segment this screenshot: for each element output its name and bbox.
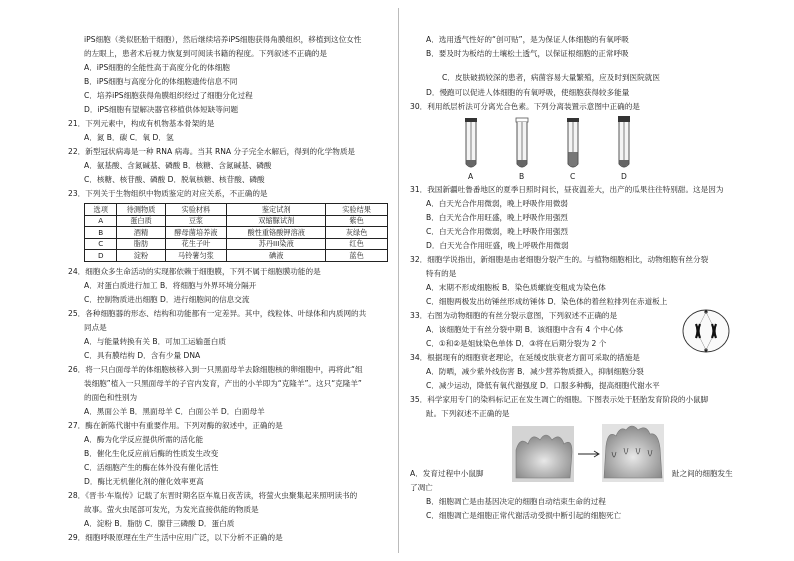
q35-option-a-part1: A．发育过程中小鼠脚 bbox=[410, 469, 484, 478]
tube-a bbox=[465, 118, 477, 167]
q33-options-ab: A．该细胞处于有丝分裂中期 B．该细胞中含有 4 个中心体 bbox=[426, 325, 624, 334]
table-cell: 酸性重铬酸钾溶液 bbox=[227, 227, 326, 239]
q25-stem-line1: 25．各种细胞器的形态、结构和功能都有一定差异。其中，线粒体、叶绿体和内质网的共 bbox=[68, 309, 367, 318]
table-cell: B bbox=[85, 227, 117, 239]
table-cell: 花生子叶 bbox=[165, 238, 227, 250]
q26-stem-line2: 装细胞”植入一只黑面母羊的子宫内发育，产出的小羊即为“克隆羊”。这只“克隆羊” bbox=[84, 379, 362, 388]
table-cell: 红色 bbox=[326, 238, 388, 250]
table-row bbox=[85, 215, 388, 227]
q29-option-a: A．选用透气性好的“创可贴”，是为保证人体细胞的有氧呼吸 bbox=[426, 35, 629, 44]
q33-options-cd: C．①和②是姐妹染色单体 D．③将在后期分裂为 2 个 bbox=[426, 339, 607, 348]
q31-option-a: A．白天光合作用微弱，晚上呼吸作用微弱 bbox=[426, 199, 568, 208]
q21-stem: 21．下列元素中，构成有机物基本骨架的是 bbox=[68, 119, 215, 128]
chromatography-tubes-figure bbox=[455, 116, 655, 174]
table-cell: 豆浆 bbox=[165, 215, 227, 227]
q25-options-cd: C．具有膜结构 D．含有少量 DNA bbox=[84, 351, 201, 360]
q22-options-ab: A．氨基酸、含氮碱基、磷酸 B．核糖、含氮碱基、磷酸 bbox=[84, 161, 272, 170]
q27-option-a: A．酶为化学反应提供所需的活化能 bbox=[84, 435, 204, 444]
q27-option-d: D．酶比无机催化剂的催化效率更高 bbox=[84, 477, 204, 486]
mitosis-cell-diagram bbox=[680, 306, 732, 356]
table-cell: C bbox=[85, 238, 117, 250]
q32-stem-line1: 32．细胞学说指出，新细胞是由老细胞分裂产生的。与植物细胞相比，动物细胞有丝分裂 bbox=[410, 255, 709, 264]
q28-options: A．淀粉 B．脂肪 C．腺苷三磷酸 D．蛋白质 bbox=[84, 519, 235, 528]
tube-label-b: B bbox=[519, 172, 525, 181]
table-cell: A bbox=[85, 215, 117, 227]
table-cell: 紫色 bbox=[326, 215, 388, 227]
table-header-row bbox=[85, 204, 388, 216]
q20-option-c: C．培养iPS细胞获得角膜组织经过了细胞分化过程 bbox=[84, 91, 253, 100]
q32-options-cd: C．细胞两极发出纺锤丝形成纺锤体 D．染色体的着丝粒排列在赤道板上 bbox=[426, 297, 668, 306]
q23-table bbox=[84, 203, 388, 262]
q33-stem: 33．右图为动物细胞的有丝分裂示意图，下列叙述不正确的是 bbox=[410, 311, 618, 320]
q35-option-a-part2: 趾之间的细胞发生 bbox=[672, 469, 733, 478]
q22-options-cd: C．核糖、核苷酸、磷酸 D．脱氧核糖、核苷酸、磷酸 bbox=[84, 175, 265, 184]
q32-options-ab: A．末期不形成细胞板 B．染色质螺旋变粗成为染色体 bbox=[426, 283, 606, 292]
q35-option-b: B．细胞凋亡是由基因决定的细胞自动结束生命的过程 bbox=[426, 497, 606, 506]
q31-option-b: B．白天光合作用旺盛，晚上呼吸作用强烈 bbox=[426, 213, 568, 222]
q34-options-cd: C．减少运动，降低有氧代谢强度 D．口服多种酶，提高细胞代谢水平 bbox=[426, 381, 660, 390]
q31-option-c: C．白天光合作用微弱，晚上呼吸作用强烈 bbox=[426, 227, 568, 236]
q20-option-b: B．iPS细胞与高度分化的体细胞遗传信息不同 bbox=[84, 77, 238, 86]
column-divider bbox=[398, 8, 399, 553]
mouse-paw-development-figure bbox=[508, 420, 668, 486]
q24-stem: 24．细胞众多生命活动的实现都依赖于细胞膜，下列不属于细胞膜功能的是 bbox=[68, 267, 321, 276]
table-cell: 苏丹III染液 bbox=[227, 238, 326, 250]
table-header-cell: 实验材料 bbox=[165, 204, 227, 216]
q25-options-ab: A．与能量转换有关 B．可加工运输蛋白质 bbox=[84, 337, 226, 346]
q25-stem-line2: 同点是 bbox=[84, 323, 107, 332]
q24-options-ab: A．对蛋白质进行加工 B．将细胞与外界环境分隔开 bbox=[84, 281, 257, 290]
q29-option-b: B．要及时为板结的土壤松土透气，以保证根细胞的正常呼吸 bbox=[426, 49, 629, 58]
table-cell: 蓝色 bbox=[326, 250, 388, 262]
q31-option-d: D．白天光合作用旺盛，晚上呼吸作用微弱 bbox=[426, 241, 569, 250]
q34-options-ab: A．防晒，减少紫外线伤害 B．减少营养物质摄入，抑制细胞分裂 bbox=[426, 367, 644, 376]
table-row bbox=[85, 227, 388, 239]
table-cell: 酒精 bbox=[117, 227, 165, 239]
tube-label-c: C bbox=[570, 172, 576, 181]
q22-stem: 22．新型冠状病毒是一种 RNA 病毒。当其 RNA 分子完全水解后，得到的化学物质是 bbox=[68, 147, 356, 156]
tube-label-a: A bbox=[468, 172, 474, 181]
tube-b bbox=[516, 118, 528, 167]
q21-options: A．氮 B．碳 C．氧 D．氢 bbox=[84, 133, 174, 142]
table-row bbox=[85, 250, 388, 262]
q35-stem-line1: 35．科学家用专门的染料标记正在发生凋亡的细胞。下图表示处于胚胎发育阶段的小鼠脚 bbox=[410, 395, 709, 404]
tube-c bbox=[567, 118, 579, 167]
tube-d bbox=[618, 116, 630, 167]
q35-option-a-part3: 了凋亡 bbox=[410, 483, 433, 492]
q34-stem: 34．根据现有的细胞衰老理论，在延缓皮肤衰老方面可采取的措施是 bbox=[410, 353, 640, 362]
q26-stem-line1: 26．将一只白面母羊的体细胞核移入到一只黑面母羊去除细胞核的卵细胞中，再将此“组 bbox=[68, 365, 363, 374]
table-cell: 蛋白质 bbox=[117, 215, 165, 227]
q28-stem-line1: 28．《晋书·车胤传》记载了东晋时期名臣车胤日夜苦读，将萤火虫聚集起来照明读书的 bbox=[68, 491, 358, 500]
table-cell: 酵母菌培养液 bbox=[165, 227, 227, 239]
q20-stem-line1: iPS细胞（类似胚胎干细胞），然后继续培养iPS细胞获得角膜组织，移植到这位女性 bbox=[84, 35, 362, 44]
q35-stem-line2: 趾。下列叙述不正确的是 bbox=[426, 409, 510, 418]
q35-option-c: C．细胞凋亡是细胞正常代谢活动受损中断引起的细胞死亡 bbox=[426, 511, 622, 520]
q26-options: A．黑面公羊 B．黑面母羊 C．白面公羊 D．白面母羊 bbox=[84, 407, 265, 416]
table-header-cell: 待测物质 bbox=[117, 204, 165, 216]
q20-stem-line2: 的左眼上，患者术后视力恢复到可阅读书籍的程度。下列叙述不正确的是 bbox=[84, 49, 327, 58]
table-cell: 淀粉 bbox=[117, 250, 165, 262]
table-cell: 双缩脲试剂 bbox=[227, 215, 326, 227]
table-header-cell: 选项 bbox=[85, 204, 117, 216]
q27-stem: 27．酶在新陈代谢中有重要作用。下列对酶的叙述中，正确的是 bbox=[68, 421, 283, 430]
q23-stem: 23．下列关于生物组织中物质鉴定的对应关系，不正确的是 bbox=[68, 189, 268, 198]
q26-stem-line3: 的面色和性别为 bbox=[84, 393, 138, 402]
q20-option-a: A．iPS细胞的全能性高于高度分化的体细胞 bbox=[84, 63, 230, 72]
table-cell: D bbox=[85, 250, 117, 262]
table-cell: 灰绿色 bbox=[326, 227, 388, 239]
q27-option-c: C．活细胞产生的酶在体外没有催化活性 bbox=[84, 463, 219, 472]
q28-stem-line2: 故事。萤火虫尾部可发光，为发光直接供能的物质是 bbox=[84, 505, 259, 514]
q27-option-b: B．催化生化反应前后酶的性质发生改变 bbox=[84, 449, 219, 458]
q29-option-d: D．慢跑可以促进人体细胞的有氧呼吸，使细胞获得较多能量 bbox=[426, 88, 630, 97]
tube-label-d: D bbox=[621, 172, 627, 181]
table-cell: 马铃薯匀浆 bbox=[165, 250, 227, 262]
q31-stem: 31．我国新疆吐鲁番地区的夏季日照时间长，昼夜温差大，出产的瓜果往往特别甜。这是因为 bbox=[410, 185, 724, 194]
table-header-cell: 实验结果 bbox=[326, 204, 388, 216]
q30-stem: 30．利用纸层析法可分离光合色素。下列分离装置示意图中正确的是 bbox=[410, 102, 640, 111]
q20-option-d: D．iPS细胞有望解决器官移植供体短缺等问题 bbox=[84, 105, 239, 114]
q29-option-c: C．皮肤破损较深的患者，病菌容易大量繁殖，应及时到医院就医 bbox=[442, 73, 660, 82]
table-cell: 脂肪 bbox=[117, 238, 165, 250]
q32-stem-line2: 特有的是 bbox=[426, 269, 457, 278]
table-header-cell: 鉴定试剂 bbox=[227, 204, 326, 216]
q24-options-cd: C．控制物质进出细胞 D．进行细胞间的信息交流 bbox=[84, 295, 250, 304]
table-cell: 碘液 bbox=[227, 250, 326, 262]
q29-stem: 29．细胞呼吸原理在生产生活中应用广泛，以下分析不正确的是 bbox=[68, 533, 283, 542]
table-row bbox=[85, 238, 388, 250]
